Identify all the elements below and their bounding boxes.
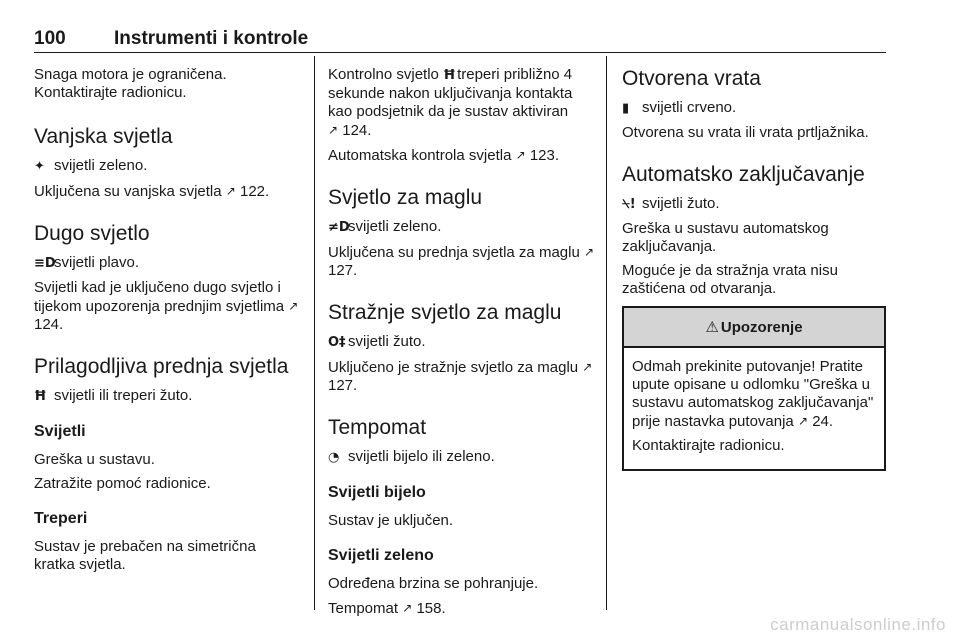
- page-ref-link[interactable]: 124.: [34, 316, 64, 333]
- warning-icon: ⚠: [705, 318, 719, 336]
- page-ref-icon: ↗: [515, 148, 526, 162]
- svijetli-zeleno-text: Određena brzina se pohranjuje.: [328, 575, 539, 592]
- heading-tempomat: Tempomat: [328, 416, 427, 439]
- heading-prilagodljiva: Prilagodljiva prednja svjetla: [34, 355, 289, 378]
- dugo-icon-line: ≡Dsvijetli plavo.: [34, 254, 140, 271]
- warning-title: Upozorenje: [720, 318, 803, 336]
- intro-paragraph: Snaga motora je ograničena. Kontaktirajte radionicu.: [34, 66, 227, 101]
- page-ref-link[interactable]: 24.: [812, 413, 834, 430]
- auto-text: Automatska kontrola svjetla ↗ 123.: [328, 147, 560, 164]
- zakljucavanje-text-1: Greška u sustavu automatskog zaključavanja.: [622, 220, 829, 255]
- cruise-control-icon: ◔: [328, 450, 340, 465]
- page-ref-link[interactable]: 123.: [529, 147, 560, 164]
- zakljucavanje-text-2: Moguće je da stražnja vrata nisu zaštićena od otvaranja.: [622, 262, 838, 297]
- adaptive-lights-icon: Ħ: [34, 389, 47, 404]
- column-3: [622, 56, 886, 471]
- fog-light-icon: ≠D: [328, 220, 350, 235]
- magla-text: Uključena su prednja svjetla za maglu ↗ 127.: [328, 244, 595, 279]
- tempomat-icon-line: ◔ svijetli bijelo ili zeleno.: [328, 448, 495, 465]
- page-ref-icon: ↗: [583, 245, 595, 259]
- page-ref-icon: ↗: [582, 360, 593, 374]
- heading-automatsko-zakljucavanje: Automatsko zaključavanje: [622, 163, 865, 186]
- svijetli-text-2: Zatražite pomoć radionice.: [34, 475, 211, 492]
- adaptive-lights-icon: Ħ: [443, 68, 456, 83]
- header-rule: [34, 52, 886, 53]
- prilagodljiva-icon-line: Ħ svijetli ili treperi žuto.: [34, 387, 193, 404]
- column-2: [328, 56, 596, 624]
- page-ref-link[interactable]: 127.: [328, 262, 358, 279]
- zakljucavanje-icon-line: ⍀! svijetli žuto.: [622, 195, 720, 212]
- page-ref-link[interactable]: 158.: [416, 600, 446, 617]
- watermark: carmanualsonline.info: [770, 615, 946, 634]
- vanjska-text: Uključena su vanjska svjetla ↗ 122.: [34, 183, 270, 200]
- straznje-text: Uključeno je stražnje svjetlo za maglu ↗ 127.: [328, 359, 593, 394]
- svijetli-bijelo-text: Sustav je uključen.: [328, 512, 454, 529]
- page-ref-link[interactable]: 124.: [342, 122, 372, 139]
- heading-svjetlo-za-maglu: Svjetlo za maglu: [328, 186, 483, 209]
- vrata-text: Otvorena su vrata ili vrata prtljažnika.: [622, 124, 869, 141]
- kontrolno-text: Kontrolno svjetlo Ħtreperi približno 4 sekunde nakon uključivanja kontakta kao podsjetnik da je sustav aktiviran ↗ 124.: [328, 66, 573, 139]
- page-ref-link[interactable]: 127.: [328, 377, 358, 394]
- warning-text-1: Odmah prekinite putovanje! Pratite upute opisane u odlomku "Greška u sustavu automatskog zaključavanja" prije nastavka putovanja ↗ 24.: [632, 358, 874, 430]
- tempomat-ref: Tempomat ↗ 158.: [328, 600, 446, 617]
- page-ref-icon: ↗: [288, 299, 299, 313]
- high-beam-icon: ≡D: [34, 256, 56, 271]
- magla-icon-line: ≠Dsvijetli zeleno.: [328, 218, 442, 235]
- auto-lock-icon: ⍀!: [622, 197, 636, 212]
- subheading-svijetli-zeleno: Svijetli zeleno: [328, 547, 434, 564]
- dugo-text: Svijetli kad je uključeno dugo svjetlo i tijekom upozorenja prednjim svjetlima ↗ 124.: [34, 279, 299, 333]
- rear-fog-light-icon: O‡: [328, 335, 346, 350]
- heading-otvorena-vrata: Otvorena vrata: [622, 67, 761, 90]
- straznje-icon-line: O‡ svijetli žuto.: [328, 333, 426, 350]
- column-divider-2: [606, 56, 607, 610]
- warning-body: [624, 348, 884, 469]
- subheading-treperi: Treperi: [34, 510, 88, 527]
- treperi-text: Sustav je prebačen na simetrična kratka svjetla.: [34, 538, 256, 573]
- page-ref-icon: ↗: [328, 123, 339, 137]
- heading-straznje-svjetlo: Stražnje svjetlo za maglu: [328, 301, 562, 324]
- subheading-svijetli: Svijetli: [34, 423, 86, 440]
- page-ref-link[interactable]: 122.: [240, 183, 270, 200]
- exterior-lights-icon: ✦: [34, 159, 45, 174]
- warning-text-2: Kontaktirajte radionicu.: [632, 437, 785, 454]
- page-ref-icon: ↗: [797, 414, 809, 428]
- page-header: [34, 28, 886, 52]
- subheading-svijetli-bijelo: Svijetli bijelo: [328, 484, 426, 501]
- warning-header: [624, 308, 884, 348]
- page-ref-icon: ↗: [402, 601, 413, 615]
- page-ref-icon: ↗: [225, 184, 236, 198]
- heading-vanjska-svjetla: Vanjska svjetla: [34, 125, 173, 148]
- svijetli-text-1: Greška u sustavu.: [34, 451, 155, 468]
- column-1: [34, 56, 300, 580]
- heading-dugo-svjetlo: Dugo svjetlo: [34, 222, 150, 245]
- vrata-icon-line: ▮ svijetli crveno.: [622, 99, 737, 116]
- door-open-icon: ▮: [622, 101, 630, 116]
- page-number: 100: [34, 28, 66, 49]
- column-divider-1: [314, 56, 315, 610]
- page-title: Instrumenti i kontrole: [114, 28, 309, 49]
- warning-box: [622, 306, 886, 471]
- vanjska-icon-line: ✦ svijetli zeleno.: [34, 157, 148, 174]
